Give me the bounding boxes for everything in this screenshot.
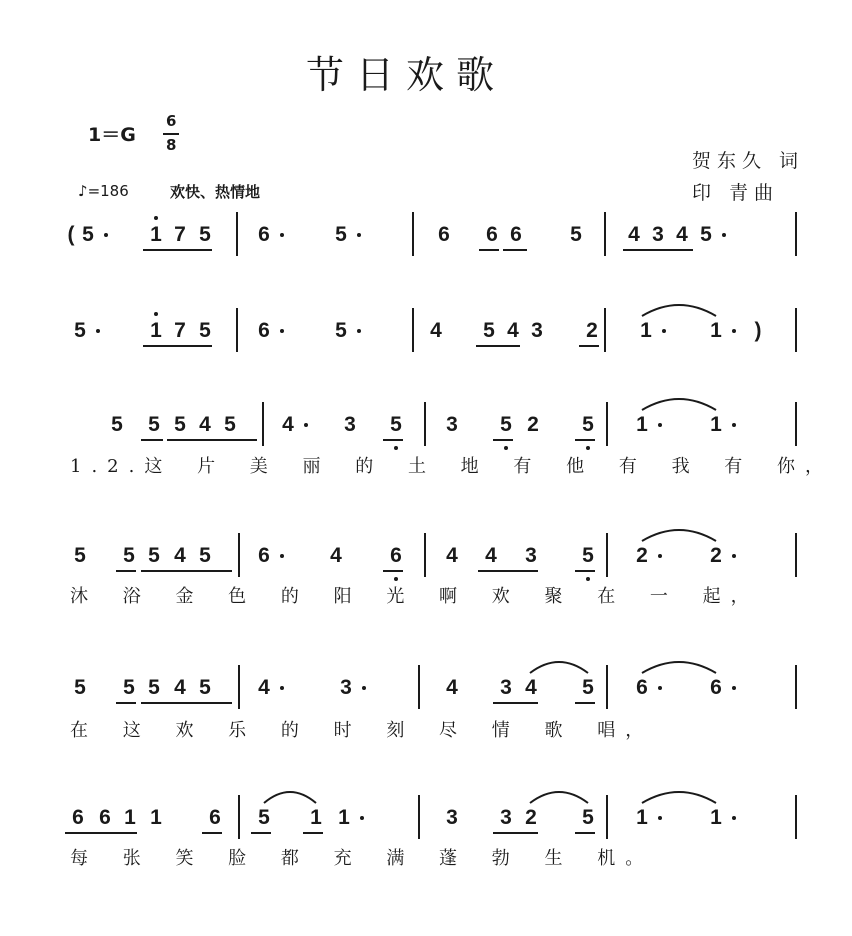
slur-mark xyxy=(642,792,716,803)
note-digit: 1 xyxy=(124,806,136,829)
note-digit: 3 xyxy=(500,676,512,699)
note-digit: 1 xyxy=(310,806,322,829)
note-digit: 3 xyxy=(446,413,458,436)
note-digit: 6 xyxy=(209,806,221,829)
key-signature: 1＝G xyxy=(88,124,136,146)
note-digit: 2 xyxy=(586,319,598,342)
note-digit: 5 xyxy=(483,319,495,342)
note-digit: 3 xyxy=(652,223,664,246)
note-digit: 5 xyxy=(199,319,211,342)
note-digit: 1 xyxy=(150,319,162,342)
slur-mark xyxy=(530,792,588,803)
note-digit: 4 xyxy=(525,676,537,699)
lyric-line: 在 这 欢 乐 的 时 刻 尽 情 歌 唱， xyxy=(70,720,654,741)
note-digit: 2 xyxy=(527,413,539,436)
note-digit: 5 xyxy=(74,544,86,567)
note-digit: 4 xyxy=(485,544,497,567)
note-digit: 5 xyxy=(199,676,211,699)
note-digit: 2 xyxy=(710,544,722,567)
slur-mark xyxy=(642,399,716,410)
note-digit: 3 xyxy=(340,676,352,699)
note-digit: 3 xyxy=(531,319,543,342)
note-digit: 1 xyxy=(150,223,162,246)
song-title: 节日欢歌 xyxy=(306,53,507,97)
lyric-line: 每 张 笑 脸 都 充 满 蓬 勃 生 机。 xyxy=(70,848,654,869)
note-digit: 5 xyxy=(582,413,594,436)
note-digit: 5 xyxy=(123,544,135,567)
note-digit: 1 xyxy=(710,806,722,829)
note-digit: 5 xyxy=(199,544,211,567)
note-digit: 4 xyxy=(174,544,186,567)
note-digit: 1 xyxy=(710,413,722,436)
note-digit: 5 xyxy=(700,223,712,246)
note-digit: 6 xyxy=(72,806,84,829)
note-digit: 5 xyxy=(582,544,594,567)
note-digit: 1 xyxy=(636,413,648,436)
slur-mark xyxy=(264,792,316,803)
note-digit: ) xyxy=(754,319,762,342)
note-digit: 4 xyxy=(676,223,688,246)
lyricist-credit: 贺东久 词 xyxy=(692,150,805,172)
note-digit: 4 xyxy=(174,676,186,699)
note-digit: 7 xyxy=(174,319,186,342)
note-digit: 6 xyxy=(99,806,111,829)
note-digit: 6 xyxy=(258,319,270,342)
note-digit: 5 xyxy=(148,413,160,436)
note-digit: 5 xyxy=(111,413,123,436)
note-digit: 4 xyxy=(258,676,270,699)
note-digit: 6 xyxy=(258,544,270,567)
note-digit: 5 xyxy=(224,413,236,436)
note-digit: 5 xyxy=(582,806,594,829)
note-digit: 4 xyxy=(507,319,519,342)
note-digit: 6 xyxy=(438,223,450,246)
lyric-line: 沐 浴 金 色 的 阳 光 啊 欢 聚 在 一 起， xyxy=(70,586,759,607)
note-digit: 1 xyxy=(640,319,652,342)
note-digit: 5 xyxy=(500,413,512,436)
note-digit: 4 xyxy=(199,413,211,436)
note-digit: 5 xyxy=(74,676,86,699)
note-digit: 6 xyxy=(390,544,402,567)
note-digit: 5 xyxy=(570,223,582,246)
tempo-marking: ♪=186 xyxy=(78,182,129,200)
note-digit: 4 xyxy=(446,676,458,699)
note-digit: 5 xyxy=(258,806,270,829)
note-digit: 5 xyxy=(148,676,160,699)
note-digit: 2 xyxy=(636,544,648,567)
note-digit: 1 xyxy=(338,806,350,829)
slur-mark xyxy=(642,662,716,673)
note-digit: 5 xyxy=(199,223,211,246)
time-signature-numerator: 6 xyxy=(166,112,177,130)
slur-mark xyxy=(642,530,716,541)
note-digit: 5 xyxy=(82,223,94,246)
note-digit: 4 xyxy=(282,413,294,436)
note-digit: 5 xyxy=(390,413,402,436)
note-digit: 1 xyxy=(636,806,648,829)
note-digit: 6 xyxy=(710,676,722,699)
note-digit: 6 xyxy=(636,676,648,699)
note-digit: 2 xyxy=(525,806,537,829)
note-digit: 6 xyxy=(258,223,270,246)
note-digit: 3 xyxy=(500,806,512,829)
time-signature-denominator: 8 xyxy=(166,136,177,154)
note-digit: 5 xyxy=(582,676,594,699)
slur-mark xyxy=(530,662,588,673)
note-digit: 4 xyxy=(446,544,458,567)
note-digit: 4 xyxy=(628,223,640,246)
note-digit: 1 xyxy=(150,806,162,829)
note-digit: 3 xyxy=(446,806,458,829)
note-digit: 1 xyxy=(710,319,722,342)
note-digit: 4 xyxy=(430,319,442,342)
note-digit: 5 xyxy=(335,319,347,342)
note-digit: 7 xyxy=(174,223,186,246)
note-digit: 6 xyxy=(486,223,498,246)
expression-marking: 欢快、热情地 xyxy=(170,183,261,201)
note-digit: 5 xyxy=(148,544,160,567)
note-digit: 6 xyxy=(510,223,522,246)
note-digit: ( xyxy=(67,223,75,246)
note-digit: 5 xyxy=(174,413,186,436)
note-digit: 3 xyxy=(344,413,356,436)
composer-credit: 印 青曲 xyxy=(692,182,780,204)
lyric-line: 1.2.这 片 美 丽 的 土 地 有 他 有 我 有 你， xyxy=(70,456,834,477)
note-digit: 3 xyxy=(525,544,537,567)
note-digit: 5 xyxy=(335,223,347,246)
note-digit: 5 xyxy=(123,676,135,699)
note-digit: 4 xyxy=(330,544,342,567)
slur-mark xyxy=(642,305,716,316)
note-digit: 5 xyxy=(74,319,86,342)
